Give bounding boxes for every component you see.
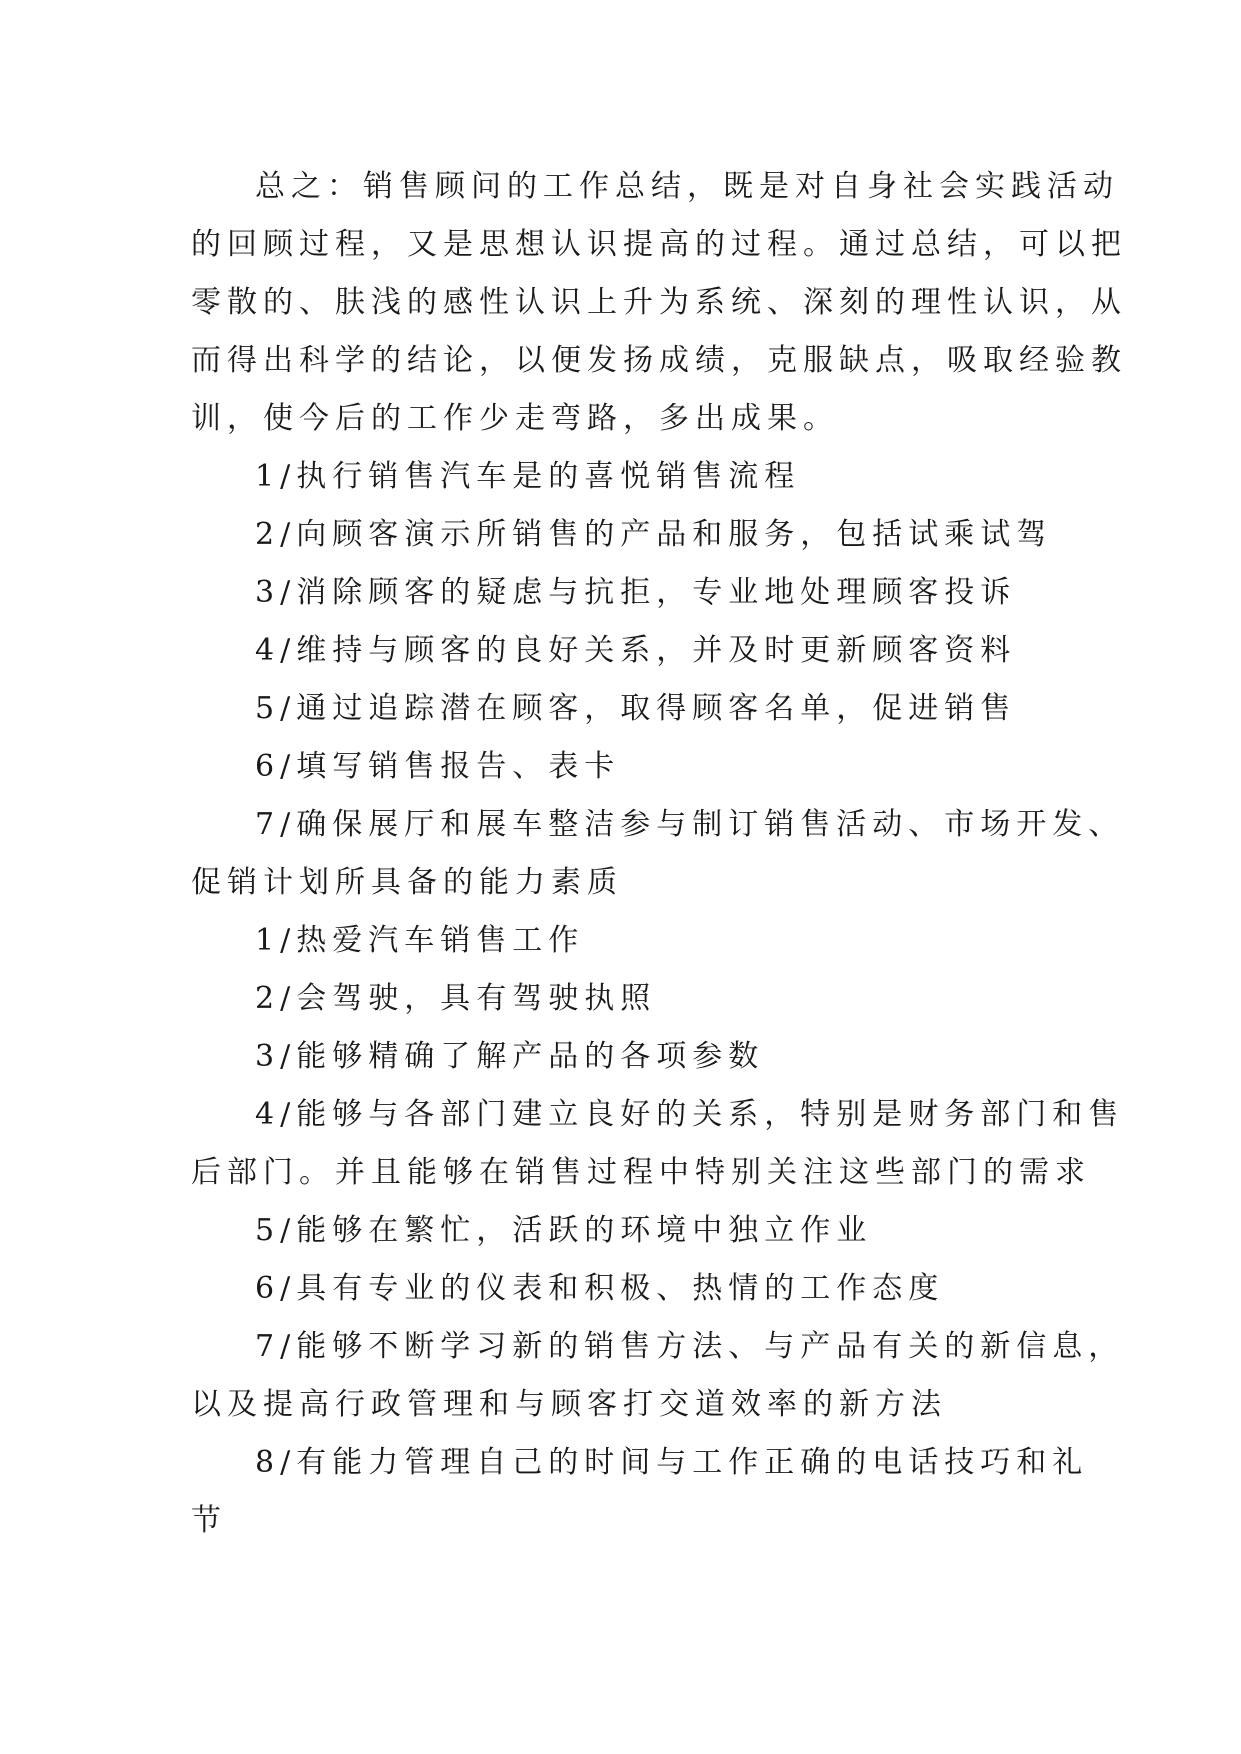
list-item: 3/消除顾客的疑虑与抗拒，专业地处理顾客投诉	[255, 575, 1017, 610]
text-line: 后部门。并且能够在销售过程中特别关注这些部门的需求	[191, 1155, 1091, 1190]
text-line: 节	[191, 1503, 227, 1538]
document-body	[191, 158, 1127, 1550]
list-item: 8/有能力管理自己的时间与工作正确的电话技巧和礼	[255, 1445, 1089, 1480]
text-line: 总之：销售顾问的工作总结，既是对自身社会实践活动	[255, 169, 1119, 204]
text-line: 零散的、肤浅的感性认识上升为系统、深刻的理性认识，从	[191, 285, 1127, 320]
list-item: 7/确保展厅和展车整洁参与制订销售活动、市场开发、	[255, 807, 1125, 842]
text-line: 以及提高行政管理和与顾客打交道效率的新方法	[191, 1387, 947, 1422]
text-line: 训，使今后的工作少走弯路，多出成果。	[191, 401, 839, 436]
list-item: 3/能够精确了解产品的各项参数	[255, 1039, 765, 1074]
list-item: 2/向顾客演示所销售的产品和服务，包括试乘试驾	[255, 517, 1053, 552]
list-item: 4/维持与顾客的良好关系，并及时更新顾客资料	[255, 633, 1017, 668]
text-line: 促销计划所具备的能力素质	[191, 865, 623, 900]
list-item: 6/具有专业的仪表和积极、热情的工作态度	[255, 1271, 945, 1306]
list-item: 4/能够与各部门建立良好的关系，特别是财务部门和售	[255, 1097, 1125, 1132]
text-line: 的回顾过程，又是思想认识提高的过程。通过总结，可以把	[191, 227, 1127, 262]
list-item: 1/热爱汽车销售工作	[255, 923, 585, 958]
list-item: 1/执行销售汽车是的喜悦销售流程	[255, 459, 801, 494]
list-item: 7/能够不断学习新的销售方法、与产品有关的新信息，	[255, 1329, 1125, 1364]
list-item: 5/能够在繁忙，活跃的环境中独立作业	[255, 1213, 873, 1248]
list-item: 2/会驾驶，具有驾驶执照	[255, 981, 657, 1016]
list-item: 5/通过追踪潜在顾客，取得顾客名单，促进销售	[255, 691, 1017, 726]
text-line: 而得出科学的结论，以便发扬成绩，克服缺点，吸取经验教	[191, 343, 1127, 378]
list-item: 6/填写销售报告、表卡	[255, 749, 621, 784]
